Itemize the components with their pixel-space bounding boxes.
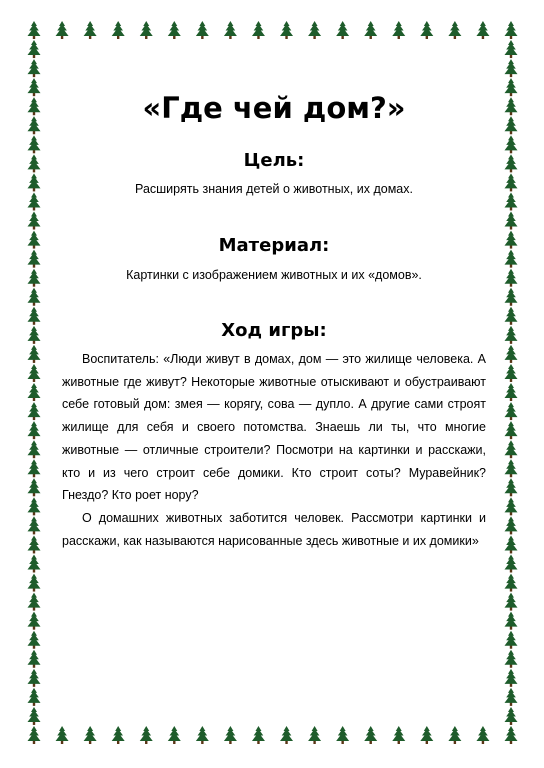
game-paragraph-1: Воспитатель: «Люди живут в домах, дом — это жилище человека. А животные где живут? Некоторые животные отыскивают и обустраивают себе готовый дом: змея — корягу, сова — дупло. А другие сами строят жилище для себя и своего потомства. Знаешь ли ты, что многие животные — отличные строители? Посмотри на картинки и расскажи, кто и из чего строит себе домики. Кто строит соты? Муравейник? Гнездо? Кто роет нору? bbox=[62, 352, 486, 503]
fir-tree-icon bbox=[28, 402, 41, 420]
game-description bbox=[62, 348, 486, 552]
fir-tree-icon bbox=[336, 21, 349, 39]
fir-tree-icon bbox=[505, 21, 518, 39]
fir-tree-icon bbox=[224, 726, 237, 744]
fir-tree-icon bbox=[84, 726, 97, 744]
fir-tree-icon bbox=[28, 212, 41, 230]
fir-tree-icon bbox=[56, 726, 69, 744]
fir-tree-icon bbox=[28, 269, 41, 287]
fir-tree-icon bbox=[28, 669, 41, 687]
fir-tree-icon bbox=[476, 21, 489, 39]
fir-tree-icon bbox=[28, 192, 41, 210]
fir-tree-icon bbox=[505, 269, 518, 287]
fir-tree-icon bbox=[308, 21, 321, 39]
fir-tree-icon bbox=[28, 231, 41, 249]
fir-tree-icon bbox=[28, 97, 41, 115]
fir-tree-icon bbox=[28, 440, 41, 458]
fir-tree-icon bbox=[505, 516, 518, 534]
fir-tree-icon bbox=[112, 726, 125, 744]
fir-tree-icon bbox=[448, 21, 461, 39]
fir-tree-icon bbox=[505, 78, 518, 96]
fir-tree-icon bbox=[196, 726, 209, 744]
fir-tree-icon bbox=[505, 40, 518, 58]
fir-tree-icon bbox=[84, 21, 97, 39]
fir-tree-icon bbox=[28, 326, 41, 344]
fir-tree-icon bbox=[28, 250, 41, 268]
fir-tree-icon bbox=[28, 116, 41, 134]
fir-tree-icon bbox=[28, 497, 41, 515]
fir-tree-icon bbox=[505, 192, 518, 210]
fir-tree-icon bbox=[505, 497, 518, 515]
fir-tree-icon bbox=[505, 688, 518, 706]
fir-tree-icon bbox=[28, 478, 41, 496]
fir-tree-icon bbox=[505, 364, 518, 382]
fir-tree-icon bbox=[28, 288, 41, 306]
fir-tree-icon bbox=[476, 726, 489, 744]
fir-tree-icon bbox=[28, 383, 41, 401]
fir-tree-icon bbox=[505, 326, 518, 344]
fir-tree-icon bbox=[505, 612, 518, 630]
fir-tree-icon bbox=[505, 231, 518, 249]
fir-tree-icon bbox=[505, 135, 518, 153]
fir-tree-icon bbox=[28, 59, 41, 77]
fir-tree-icon bbox=[28, 688, 41, 706]
fir-tree-icon bbox=[364, 21, 377, 39]
fir-tree-icon bbox=[28, 612, 41, 630]
fir-tree-icon bbox=[505, 555, 518, 573]
fir-tree-icon bbox=[505, 650, 518, 668]
fir-tree-icon bbox=[28, 535, 41, 553]
fir-tree-icon bbox=[420, 726, 433, 744]
game-heading: Ход игры: bbox=[221, 320, 327, 341]
fir-tree-icon bbox=[28, 154, 41, 172]
fir-tree-icon bbox=[505, 440, 518, 458]
fir-tree-icon bbox=[505, 593, 518, 611]
fir-tree-icon bbox=[252, 726, 265, 744]
fir-tree-icon bbox=[448, 726, 461, 744]
fir-tree-icon bbox=[28, 726, 41, 744]
fir-tree-icon bbox=[28, 574, 41, 592]
fir-tree-icon bbox=[364, 726, 377, 744]
fir-tree-icon bbox=[28, 364, 41, 382]
fir-tree-icon bbox=[28, 421, 41, 439]
fir-tree-icon bbox=[505, 345, 518, 363]
fir-tree-icon bbox=[196, 21, 209, 39]
fir-tree-icon bbox=[28, 173, 41, 191]
fir-tree-icon bbox=[505, 383, 518, 401]
fir-tree-icon bbox=[28, 459, 41, 477]
fir-tree-icon bbox=[28, 21, 41, 39]
fir-tree-icon bbox=[56, 21, 69, 39]
material-heading: Материал: bbox=[218, 235, 330, 256]
material-text: Картинки с изображением животных и их «домов». bbox=[126, 268, 422, 282]
fir-tree-icon bbox=[28, 707, 41, 725]
fir-tree-icon bbox=[28, 593, 41, 611]
fir-tree-icon bbox=[505, 535, 518, 553]
fir-tree-icon bbox=[280, 726, 293, 744]
fir-tree-icon bbox=[392, 21, 405, 39]
fir-tree-icon bbox=[28, 555, 41, 573]
fir-tree-icon bbox=[505, 669, 518, 687]
fir-tree-icon bbox=[505, 212, 518, 230]
fir-tree-icon bbox=[505, 154, 518, 172]
fir-tree-icon bbox=[505, 97, 518, 115]
fir-tree-icon bbox=[140, 21, 153, 39]
fir-tree-icon bbox=[505, 574, 518, 592]
fir-tree-icon bbox=[505, 726, 518, 744]
fir-tree-icon bbox=[224, 21, 237, 39]
fir-tree-icon bbox=[505, 250, 518, 268]
fir-tree-icon bbox=[280, 21, 293, 39]
goal-heading: Цель: bbox=[243, 150, 305, 171]
fir-tree-icon bbox=[505, 631, 518, 649]
fir-tree-icon bbox=[252, 21, 265, 39]
fir-tree-icon bbox=[420, 21, 433, 39]
fir-tree-icon bbox=[392, 726, 405, 744]
fir-tree-icon bbox=[505, 116, 518, 134]
fir-tree-icon bbox=[336, 726, 349, 744]
fir-tree-icon bbox=[505, 173, 518, 191]
fir-tree-icon bbox=[505, 421, 518, 439]
fir-tree-icon bbox=[28, 78, 41, 96]
fir-tree-icon bbox=[28, 650, 41, 668]
fir-tree-icon bbox=[505, 59, 518, 77]
fir-tree-icon bbox=[28, 631, 41, 649]
goal-text: Расширять знания детей о животных, их домах. bbox=[135, 182, 413, 196]
fir-tree-icon bbox=[505, 307, 518, 325]
fir-tree-icon bbox=[505, 478, 518, 496]
fir-tree-icon bbox=[308, 726, 321, 744]
fir-tree-icon bbox=[505, 459, 518, 477]
fir-tree-icon bbox=[505, 707, 518, 725]
fir-tree-icon bbox=[112, 21, 125, 39]
fir-tree-icon bbox=[28, 516, 41, 534]
fir-tree-icon bbox=[28, 40, 41, 58]
page-title: «Где чей дом?» bbox=[142, 91, 406, 125]
fir-tree-icon bbox=[505, 288, 518, 306]
fir-tree-icon bbox=[140, 726, 153, 744]
fir-tree-icon bbox=[28, 345, 41, 363]
fir-tree-icon bbox=[28, 135, 41, 153]
fir-tree-icon bbox=[505, 402, 518, 420]
fir-tree-icon bbox=[168, 21, 181, 39]
fir-tree-icon bbox=[168, 726, 181, 744]
fir-tree-icon bbox=[28, 307, 41, 325]
game-paragraph-2: О домашних животных заботится человек. Рассмотри картинки и расскажи, как называются нарисованные здесь животные и их домики» bbox=[62, 510, 486, 548]
